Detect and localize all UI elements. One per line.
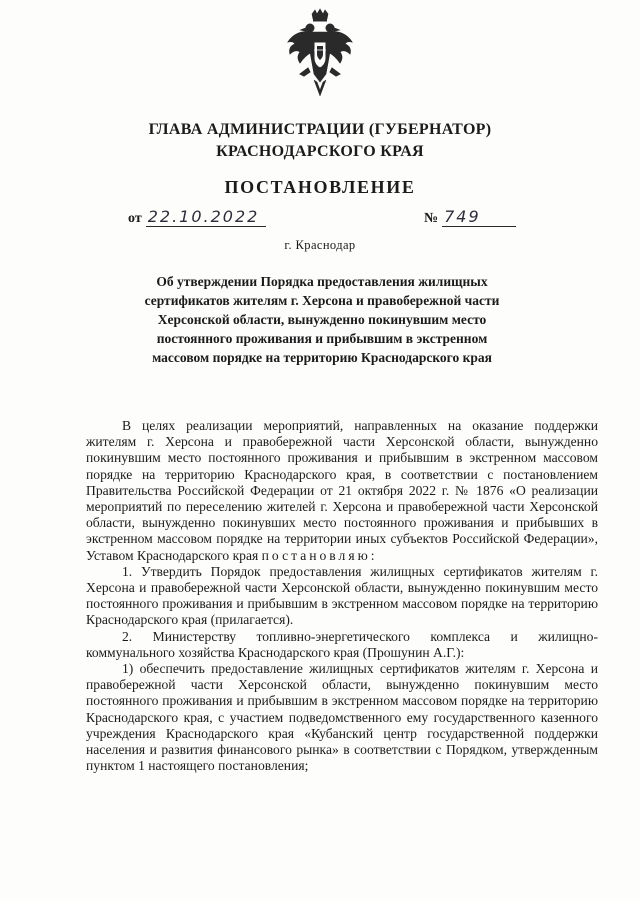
date-label: от bbox=[128, 211, 142, 226]
preamble-text: В целях реализации мероприятий, направленных на оказание поддержки жителям г. Херсона и правобережной части Херсонской области, вынужденно покинувшим место постоянного проживания и прибывшим в экстренном массовом порядке на территорию Краснодарского края, в соответствии с постановлением Правительства Российской Федерации от 21 октября 2022 г. № 1876 «О реализации мероприятий по переселению жителей г. Херсона и правобережной части Херсонской области, вынужденно покинувших место постоянного проживания и прибывших в экстренном массовом порядке на территории иных субъектов Российской Федерации», Уставом Краснодарского края bbox=[86, 418, 598, 563]
government-title: ГЛАВА АДМИНИСТРАЦИИ (ГУБЕРНАТОР) bbox=[148, 121, 492, 138]
paragraph-preamble bbox=[86, 418, 598, 564]
city-name: г. Краснодар bbox=[284, 238, 356, 252]
decree-title: ПОСТАНОВЛЕНИЕ bbox=[224, 177, 416, 197]
region-title: КРАСНОДАРСКОГО КРАЯ bbox=[216, 143, 424, 160]
paragraph-item-2-1: 1) обеспечить предоставление жилищных сертификатов жителям г. Херсона и правобережной части Херсонской области, вынужденно покинувшим место постоянного проживания и прибывшим в экстренном массовом порядке на территорию Краснодарского края, с участием подведомственного ему государственного казенного учреждения Краснодарского края «Кубанский центр государственной поддержки населения и развития финансового рынка» в соответствии с Порядком, утвержденным пунктом 1 настоящего постановления; bbox=[86, 661, 598, 774]
paragraph-item-2: 2. Министерству топливно-энергетического комплекса и жилищно-коммунального хозяйства Краснодарского края (Прошунин А.Г.): bbox=[86, 628, 598, 660]
decree-number-row bbox=[424, 208, 516, 234]
number-label: № bbox=[424, 211, 439, 226]
decree-subject: Об утверждении Порядка предоставления жилищных сертификатов жителям г. Херсона и правобережной части Херсонской области, вынужденно покинувшим место постоянного проживания и прибывшим в экстренном массовом порядке на территорию Краснодарского края bbox=[144, 274, 500, 365]
paragraph-item-1: 1. Утвердить Порядок предоставления жилищных сертификатов жителям г. Херсона и правобережной части Херсонской области, вынужденно покинувшим место постоянного проживания и прибывшим в экстренном массовом порядке на территорию Краснодарского края (прилагается). bbox=[86, 563, 598, 628]
coat-of-arms-icon bbox=[284, 8, 356, 100]
resolve-word: постановляю: bbox=[261, 547, 378, 563]
decree-number: 749 bbox=[442, 208, 516, 227]
decree-body bbox=[86, 418, 598, 774]
decree-date-row bbox=[128, 208, 266, 234]
decree-date: 22.10.2022 bbox=[146, 208, 266, 227]
